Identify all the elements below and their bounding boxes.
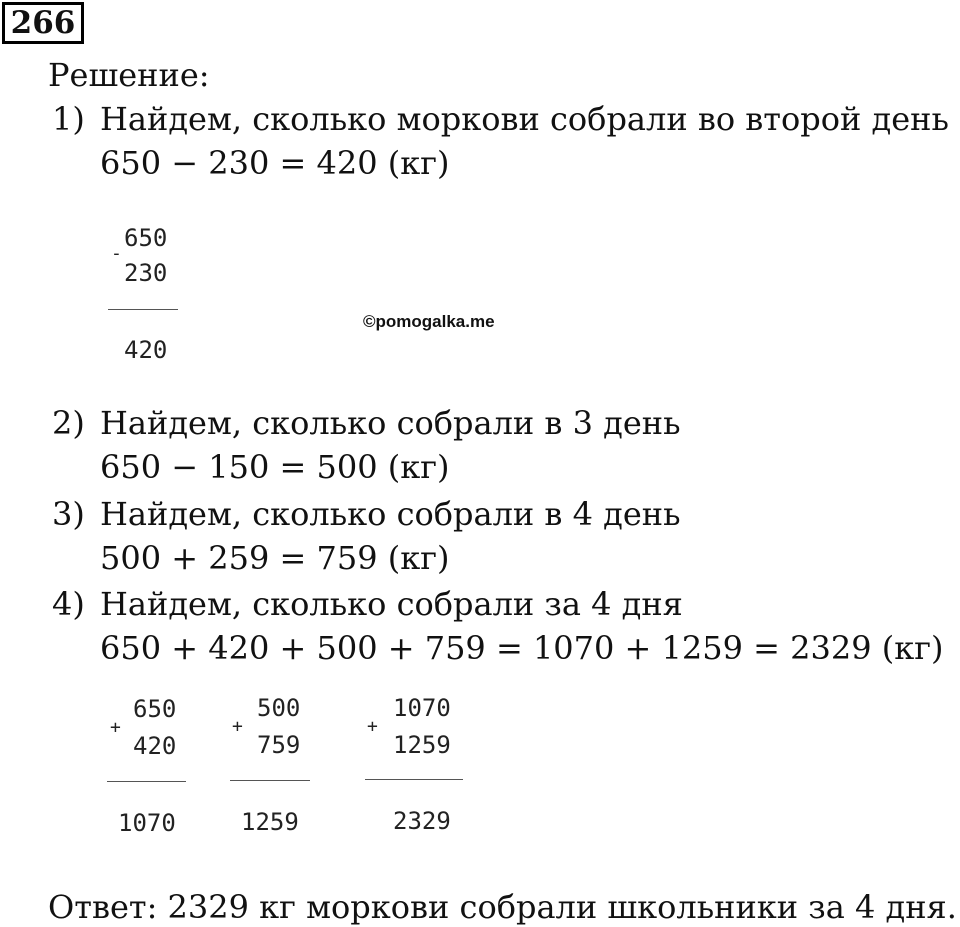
minus-sign: - [111,243,122,264]
subtraction-result: 420 [124,336,168,364]
step-2-text: Найдем, сколько собрали в 3 день [100,404,681,442]
addition-1-bottom: 420 [133,732,177,760]
step-4-text: Найдем, сколько собрали за 4 дня [100,585,683,623]
addition-1-line [107,781,186,782]
addition-2-line [230,780,310,781]
addition-3-top: 1070 [393,694,451,722]
addition-2-bottom: 759 [257,731,301,759]
subtraction-top: 650 [124,224,168,252]
addition-2-result: 1259 [241,808,299,836]
step-2-equation: 650 − 150 = 500 (кг) [100,448,450,486]
step-3-equation: 500 + 259 = 759 (кг) [100,539,450,577]
answer-text: Ответ: 2329 кг моркови собрали школьники за 4 дня. [48,888,957,926]
addition-2-top: 500 [257,694,301,722]
subtraction-line [108,309,178,310]
addition-1-result: 1070 [118,809,176,837]
plus-sign: + [367,716,378,737]
subtraction-bottom: 230 [124,259,168,287]
watermark: ©pomogalka.me [363,312,495,331]
step-2-marker: 2) [52,404,85,442]
addition-3-line [365,779,463,780]
step-4-equation: 650 + 420 + 500 + 759 = 1070 + 1259 = 2329 (кг) [100,629,944,667]
addition-3-result: 2329 [393,807,451,835]
step-1-text: Найдем, сколько моркови собрали во второй день [100,100,949,138]
step-1-equation: 650 − 230 = 420 (кг) [100,144,450,182]
step-4-marker: 4) [52,585,85,623]
step-3-marker: 3) [52,495,85,533]
step-3-text: Найдем, сколько собрали в 4 день [100,495,681,533]
plus-sign: + [232,716,243,737]
addition-1-top: 650 [133,695,177,723]
step-1-marker: 1) [52,100,85,138]
plus-sign: + [110,717,121,738]
task-number: 266 [2,2,84,44]
addition-3-bottom: 1259 [393,731,451,759]
solution-label: Решение: [48,56,210,94]
